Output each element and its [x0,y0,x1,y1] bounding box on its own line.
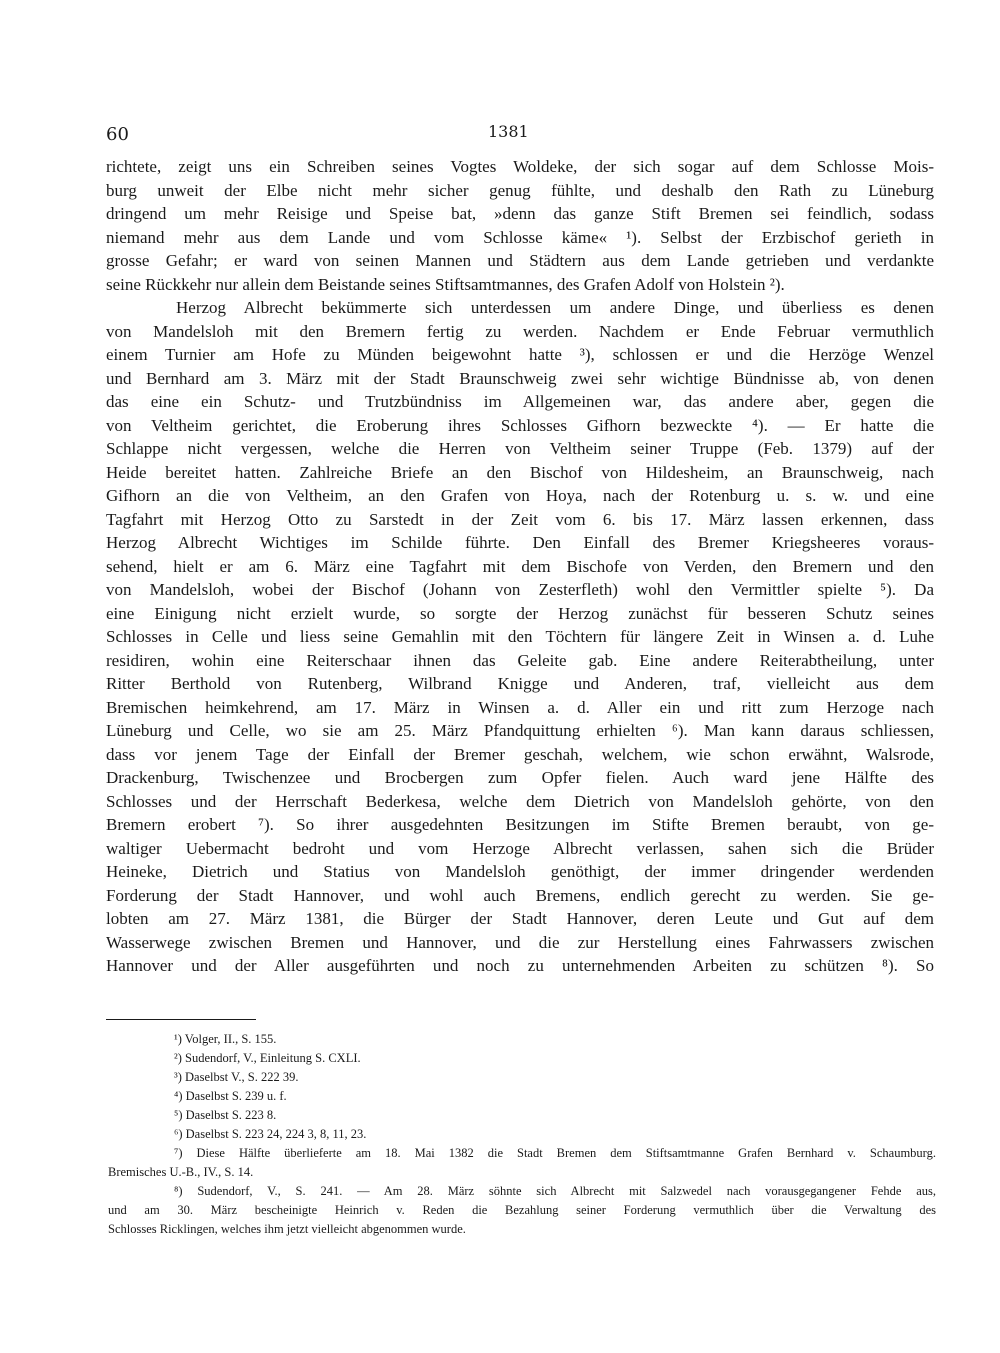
text-line: Heide bereitet hatten. Zahlreiche Briefe an den Bischof von Hildesheim, an Braunschweig, nach [106,462,934,482]
text-line: Schlosses und der Herrschaft Bederkesa, welche dem Dietrich von Mandelsloh gehörte, von den [106,791,934,811]
footnote: ⁸) Sudendorf, V., S. 241. — Am 28. März söhnte sich Albrecht mit Salzwedel nach vorausgegangener Fehde aus, [174,1184,936,1198]
footnote-continuation: und am 30. März bescheinigte Heinrich v. Reden die Bezahlung seiner Forderung vermuthlich über die Verwaltung des [108,1203,936,1217]
text-line: von Mandelsloh mit den Bremern fertig zu werden. Nachdem er Ende Februar vermuthlich [106,321,934,341]
footnote: ³) Daselbst V., S. 222 39. [174,1070,299,1084]
text-line: Hannover und der Aller ausgeführten und noch zu unternehmenden Arbeiten zu schützen ⁸). So [106,956,934,975]
footnote: ⁵) Daselbst S. 223 8. [174,1108,277,1122]
text-line: Schlappe nicht vergessen, welche die Herren von Veltheim seiner Truppe (Feb. 1379) auf der [106,439,934,458]
text-line: Tagfahrt mit Herzog Otto zu Sarstedt in der Zeit vom 6. bis 17. März lassen erkennen, dass [106,509,934,529]
page-number: 60 [106,124,129,145]
text-line: einem Turnier am Hofe zu Münden beigewohnt hatte ³), schlossen er und die Herzöge Wenzel [106,345,934,364]
text-line: richtete, zeigt uns ein Schreiben seines Vogtes Woldeke, der sich sogar auf dem Schlosse Mois- [106,157,934,176]
text-line: Ritter Berthold von Rutenberg, Wilbrand Knigge und Anderen, traf, vielleicht aus dem [106,674,934,693]
footnote-continuation: Schlosses Ricklingen, welches ihm jetzt vielleicht abgenommen wurde. [108,1222,466,1236]
main-text [106,155,934,978]
text-line: niemand mehr aus dem Lande und vom Schlosse käme« ¹). Selbst der Erzbischof gerieth in [106,227,934,247]
text-line: waltiger Uebermacht bedroht und vom Herzoge Albrecht verlassen, sahen sich die Brüder [106,838,934,858]
text-line: grosse Gefahr; er ward von seinen Mannen und Städtern aus dem Lande getrieben und verdankte [106,251,934,270]
text-line: von Mandelsloh, wobei der Bischof (Johann von Zesterfleth) wohl den Vermittler spielte ⁵). Da [106,580,934,599]
text-line: Gifhorn an die von Veltheim, an den Grafen von Hoya, nach der Rotenburg u. s. w. und eine [106,486,934,505]
text-line: Forderung der Stadt Hannover, und wohl auch Bremens, endlich gerecht zu werden. Sie ge- [106,885,934,905]
running-head-year: 1381 [488,122,529,141]
page-header [106,124,926,152]
text-line: eine Einigung nicht erzielt wurde, so sorgte der Herzog zunächst für besseren Schutz seines [106,603,934,623]
text-line: Bremischen heimkehrend, am 17. März in Winsen a. d. Aller ein und ritt zum Herzoge nach [106,697,934,717]
footnotes [108,1030,936,1239]
footnote: ⁷) Diese Hälfte überlieferte am 18. Mai 1382 die Stadt Bremen dem Stiftsamtmanne Grafen Bernhard v. Schaumburg. [174,1146,936,1160]
footnote: ¹) Volger, II., S. 155. [174,1032,277,1046]
text-line: Wasserwege zwischen Bremen und Hannover, und die zur Herstellung eines Fahrwassers zwischen [106,932,934,952]
footnote: ⁴) Daselbst S. 239 u. f. [174,1089,287,1103]
text-line: Schlosses in Celle und liess seine Gemahlin mit den Töchtern für längere Zeit in Winsen a. d. Luhe [106,627,934,646]
text-line: und Bernhard am 3. März mit der Stadt Braunschweig zwei sehr wichtige Bündnisse ab, von denen [106,368,934,388]
text-line: dass vor jenem Tage der Einfall der Bremer geschah, welchem, wie schon erwähnt, Walsrode, [106,744,934,764]
footnote: ⁶) Daselbst S. 223 24, 224 3, 8, 11, 23. [174,1127,367,1141]
footnote-divider [106,1019,256,1020]
text-line: sehend, hielt er am 6. März eine Tagfahrt mit dem Bischofe von Verden, den Bremern und den [106,556,934,576]
text-line: Drackenburg, Twischenzee und Brocbergen zum Opfer fielen. Auch ward jene Hälfte des [106,768,934,787]
text-line: Lüneburg und Celle, wo sie am 25. März Pfandquittung erhielten ⁶). Man kann daraus schliessen, [106,721,934,740]
text-line: Heineke, Dietrich und Statius von Mandelsloh genöthigt, der immer dringender werdenden [106,862,934,881]
text-line: Herzog Albrecht Wichtiges im Schilde führte. Den Einfall des Bremer Kriegsheeres voraus- [106,533,934,552]
text-line: das eine ein Schutz- und Trutzbündniss im Allgemeinen war, das andere aber, gegen die [106,392,934,411]
footnote-continuation: Bremisches U.-B., IV., S. 14. [108,1165,254,1179]
footnote: ²) Sudendorf, V., Einleitung S. CXLI. [174,1051,361,1065]
text-line: lobten am 27. März 1381, die Bürger der Stadt Hannover, deren Leute und Gut auf dem [106,909,934,928]
text-line: dringend um mehr Reisige und Speise bat, »denn das ganze Stift Bremen sei feindlich, sodass [106,204,934,223]
text-line: residiren, wohin eine Reiterschaar ihnen das Geleite gab. Eine andere Reiterabtheilung, unter [106,650,934,670]
text-line: Bremern erobert ⁷). So ihrer ausgedehnten Besitzungen im Stifte Bremen beraubt, von ge- [106,815,934,834]
text-line: burg unweit der Elbe nicht mehr sicher genug fühlte, und deshalb den Rath zu Lüneburg [106,180,934,200]
text-line: Herzog Albrecht bekümmerte sich unterdessen um andere Dinge, und überliess es denen [176,298,934,317]
text-line: von Veltheim gerichtet, die Eroberung ihres Schlosses Gifhorn bezweckte ⁴). — Er hatte die [106,415,934,435]
text-line: seine Rückkehr nur allein dem Beistande seines Stiftsamtmannes, des Grafen Adolf von Holstein ²). [106,274,785,294]
